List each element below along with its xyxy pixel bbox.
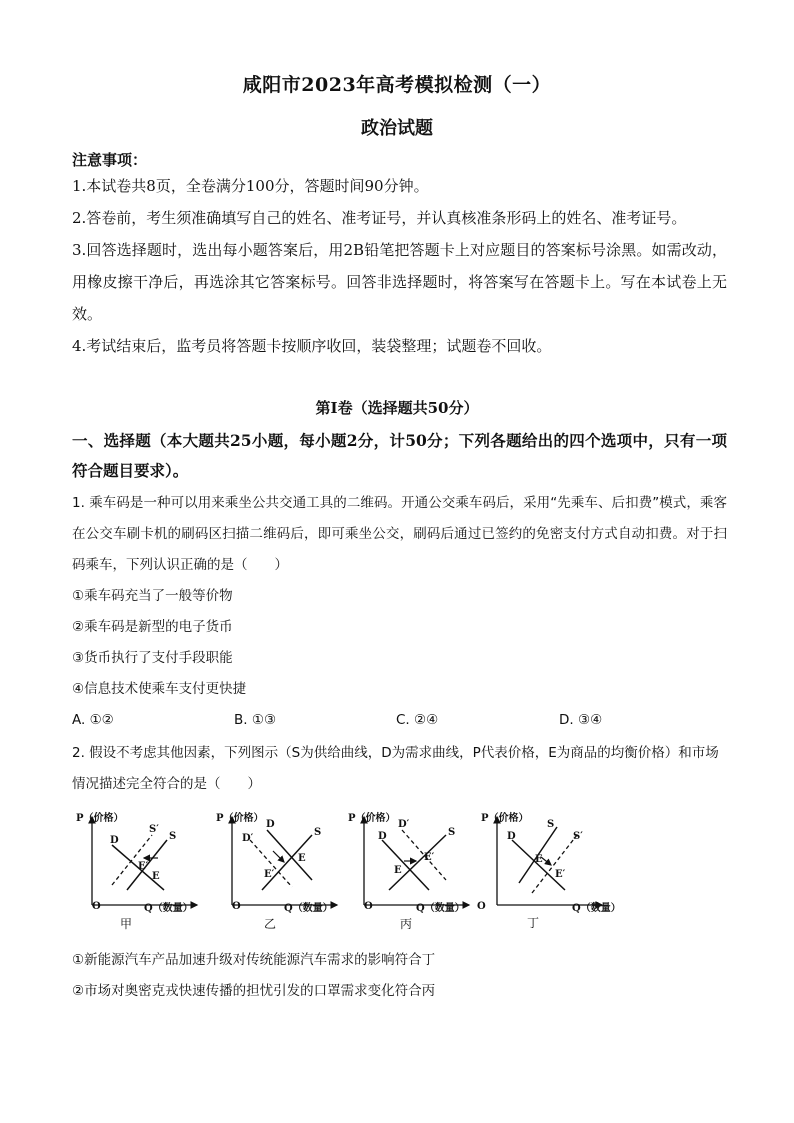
p-axis-label: P（价格） [216,813,264,824]
curve-s-prime-label: S′ [573,831,583,842]
supply-demand-graphs [72,805,621,940]
graph-name-bing: 丙 [400,917,413,931]
notice-item-3: 3.回答选择题时，选出每小题答案后，用2B铅笔把答题卡上对应题目的答案标号涂黑。如需改动，用橡皮擦干净后，再选涂其它答案标号。回答非选择题时，将答案写在答题卡上。写在本试卷上无效。 [72,241,727,323]
q-axis-label: Q（数量） [416,903,465,914]
question-2-statement-1: ①新能源汽车产品加速升级对传统能源汽车需求的影响符合丁 [72,952,436,968]
p-axis-label: P（价格） [481,813,529,824]
origin-label: O [92,901,101,912]
question-1-option-1: ①乘车码充当了一般等价物 [72,588,233,604]
point-e-prime-label: E′ [424,852,435,863]
question-1 [72,488,727,736]
choice-d[interactable]: D. ③④ [559,712,603,728]
question-1-option-3: ③货币执行了支付手段职能 [72,650,233,666]
curve-d-prime-label: D′ [242,833,254,844]
graph-jia [72,805,207,940]
curve-d-label: D [266,819,275,830]
point-e-label: E [298,853,306,864]
question-2 [72,738,727,800]
curve-s-label: S [169,831,177,842]
graph-name-jia: 甲 [120,917,133,931]
question-2-statement-2: ②市场对奥密克戎快速传播的担忧引发的口罩需求变化符合丙 [72,983,436,999]
curve-s-label: S [448,827,456,838]
choice-c[interactable]: C. ②④ [396,712,439,728]
question-2-statements [72,945,727,1007]
choice-b[interactable]: B. ①③ [234,712,277,728]
point-e-label: E [535,854,543,865]
notice-item-2: 2.答卷前，考生须准确填写自己的姓名、准考证号，并认真核准条形码上的姓名、准考证号。 [72,209,687,227]
choice-a[interactable]: A. ①② [72,712,114,728]
question-1-option-4: ④信息技术使乘车支付更快捷 [72,681,247,697]
p-axis-label: P（价格） [348,813,396,824]
curve-d-label: D [507,831,516,842]
curve-s-prime-label: S′ [149,824,159,835]
notice-heading: 注意事项： [72,151,148,169]
point-e-label: E [152,871,160,882]
curve-s-label: S [547,819,555,830]
part-one-title: 第Ⅰ卷（选择题共50分） [315,399,479,417]
graph-name-ding: 丁 [527,916,540,930]
graph-name-yi: 乙 [264,917,277,931]
notice-item-4: 4.考试结束后，监考员将答题卡按顺序收回，装袋整理；试题卷不回收。 [72,337,552,355]
p-axis-label: P（价格） [76,813,124,824]
notice-block [72,150,727,362]
point-e-prime-label: E′ [138,861,149,872]
origin-label: O [232,901,241,912]
section-one-instructions: 一、选择题（本大题共25小题，每小题2分，计50分；下列各题给出的四个选项中，只有一项符合题目要求）。 [72,431,727,480]
curve-s-label: S [314,827,322,838]
graph-bing [344,805,479,940]
question-2-stem: 2. 假设不考虑其他因素，下列图示（S为供给曲线，D为需求曲线，P代表价格，E为商品的均衡价格）和市场情况描述完全符合的是（ ） [72,745,719,792]
curve-d-label: D [378,831,387,842]
origin-label: O [477,901,486,912]
curve-d-label: D [110,835,119,846]
question-1-option-2: ②乘车码是新型的电子货币 [72,619,233,635]
exam-title: 咸阳市2023年高考模拟检测（一） [242,74,552,96]
point-e-prime-label: E′ [555,869,566,880]
point-e-prime-label: E′ [264,869,275,880]
notice-item-1: 1.本试卷共8页，全卷满分100分，答题时间90分钟。 [72,177,429,195]
question-1-choices [72,705,727,736]
q-axis-label: Q（数量） [284,903,333,914]
question-1-stem: 1. 乘车码是一种可以用来乘坐公共交通工具的二维码。开通公交乘车码后，采用“先乘车、后扣费”模式，乘客在公交车刷卡机的刷码区扫描二维码后，即可乘坐公交，刷码后通过已签约的免密支付方式自动扣费。对于扫码乘车，下列认识正确的是（ ） [72,495,727,573]
graph-ding [477,805,621,940]
graph-yi [212,805,347,940]
curve-d-prime-label: D′ [398,819,410,830]
point-e-label: E [394,865,402,876]
q-axis-label: Q（数量） [572,903,621,914]
exam-subject: 政治试题 [361,118,433,139]
q-axis-label: Q（数量） [144,903,193,914]
origin-label: O [364,901,373,912]
